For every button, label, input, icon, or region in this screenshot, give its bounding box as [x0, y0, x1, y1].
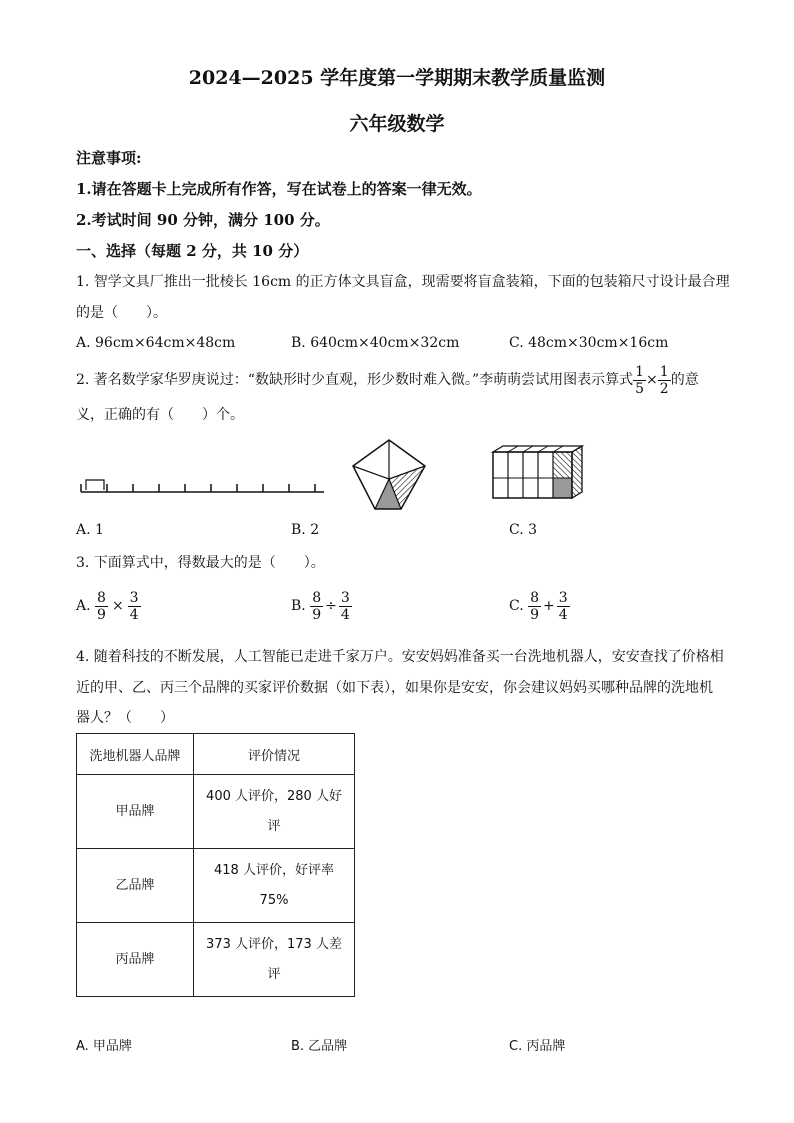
q3-line1: 3. 下面算式中，得数最大的是（ ）。 — [76, 555, 325, 571]
q1-option-c: C. 48cm×30cm×16cm — [509, 335, 669, 351]
q2-fraction-2 — [658, 364, 671, 397]
notice-item-2: 2.考试时间 90 分钟，满分 100 分。 — [76, 211, 330, 229]
q2-fraction-1-denominator: 5 — [635, 380, 645, 397]
table-row — [77, 923, 355, 997]
table-cell-review: 400 人评价，280 人好评 — [194, 775, 355, 849]
q2-line1 — [76, 362, 699, 398]
q2-line2: 义，正确的有（ ）个。 — [76, 407, 244, 423]
cuboid-figure — [490, 444, 585, 502]
q3-option-b-label: B. — [291, 598, 306, 614]
q2-fraction-2-numerator: 1 — [659, 363, 669, 380]
q3-a-fraction-2 — [128, 590, 141, 623]
notice-item-1: 1.请在答题卡上完成所有作答，写在试卷上的答案一律无效。 — [76, 180, 482, 198]
table-header-brand: 洗地机器人品牌 — [77, 734, 194, 775]
q4-line3: 器人？（ ） — [76, 710, 174, 726]
q3-a-fraction-2-numerator: 3 — [129, 589, 139, 606]
q3-c-fraction-1 — [528, 590, 541, 623]
q1-option-a: A. 96cm×64cm×48cm — [76, 335, 236, 351]
q4-option-c: C. 丙品牌 — [509, 1039, 566, 1054]
q3-a-fraction-1-denominator: 9 — [97, 606, 106, 623]
table-header-review: 评价情况 — [194, 734, 355, 775]
q3-c-fraction-2-denominator: 4 — [558, 606, 568, 623]
q1-line2: 的是（ ）。 — [76, 305, 167, 321]
table-row — [77, 775, 355, 849]
q3-a-fraction-1 — [95, 590, 108, 623]
q3-c-operator: + — [543, 598, 555, 614]
q4-line1: 4. 随着科技的不断发展，人工智能已走进千家万户。安安妈妈准备买一台洗地机器人，安安查找了价格相 — [76, 649, 724, 665]
exam-subtitle: 六年级数学 — [349, 113, 445, 135]
q3-c-fraction-1-denominator: 9 — [530, 606, 540, 623]
q3-a-fraction-1-numerator: 8 — [97, 589, 106, 606]
q1-option-b: B. 640cm×40cm×32cm — [291, 335, 460, 351]
table-cell-review: 418 人评价，好评率 75% — [194, 849, 355, 923]
q3-b-fraction-2 — [339, 590, 352, 623]
pentagon-figure — [348, 436, 430, 512]
table-cell-review: 373 人评价，173 人差评 — [194, 923, 355, 997]
table-cell-brand: 乙品牌 — [77, 849, 194, 923]
q3-b-fraction-1 — [310, 590, 323, 623]
q3-option-c — [509, 588, 570, 624]
table-cell-brand: 甲品牌 — [77, 775, 194, 849]
q3-b-operator: ÷ — [325, 598, 337, 614]
q3-c-fraction-1-numerator: 8 — [530, 589, 540, 606]
exam-title: 2024—2025 学年度第一学期期末教学质量监测 — [188, 67, 606, 89]
q2-option-b: B. 2 — [291, 522, 320, 538]
table-cell-brand: 丙品牌 — [77, 923, 194, 997]
q3-a-fraction-2-denominator: 4 — [129, 606, 139, 623]
q3-b-fraction-1-numerator: 8 — [312, 589, 322, 606]
q2-line1-tail: 的意 — [670, 372, 699, 388]
q3-option-a — [76, 588, 141, 624]
q3-b-fraction-2-denominator: 4 — [340, 606, 350, 623]
q4-option-a: A. 甲品牌 — [76, 1039, 132, 1054]
q2-fraction-1-numerator: 1 — [635, 363, 645, 380]
q2-option-c: C. 3 — [509, 522, 538, 538]
q2-fraction-2-denominator: 2 — [659, 380, 669, 397]
q3-c-fraction-2-numerator: 3 — [558, 589, 568, 606]
q3-b-fraction-1-denominator: 9 — [312, 606, 322, 623]
q3-option-a-label: A. — [76, 598, 91, 614]
section-heading: 一、选择（每题 2 分，共 10 分） — [76, 242, 309, 260]
q2-fraction-1 — [633, 364, 646, 397]
q3-option-b — [291, 588, 352, 624]
q2-line1-text: 2. 著名数学家华罗庚说过：“数缺形时少直观，形少数时难入微。”李萌萌尝试用图表示算式 — [76, 372, 634, 388]
q3-b-fraction-2-numerator: 3 — [340, 589, 350, 606]
q2-option-a: A. 1 — [76, 522, 104, 538]
table-header-row — [77, 734, 355, 775]
q3-option-c-label: C. — [509, 598, 524, 614]
q1-line1: 1. 智学文具厂推出一批棱长 16cm 的正方体文具盲盒，现需要将盲盒装箱，下面的包装箱尺寸设计最合理 — [76, 274, 730, 290]
q3-a-operator: × — [111, 598, 124, 614]
q2-times: × — [646, 372, 658, 388]
q4-line2: 近的甲、乙、丙三个品牌的买家评价数据（如下表），如果你是安安，你会建议妈妈买哪种品牌的洗地机 — [76, 680, 713, 696]
table-row — [77, 849, 355, 923]
notice-heading: 注意事项: — [76, 149, 142, 167]
q3-c-fraction-2 — [557, 590, 570, 623]
number-line-figure — [76, 470, 326, 500]
brand-review-table — [76, 733, 355, 997]
q4-option-b: B. 乙品牌 — [291, 1039, 348, 1054]
